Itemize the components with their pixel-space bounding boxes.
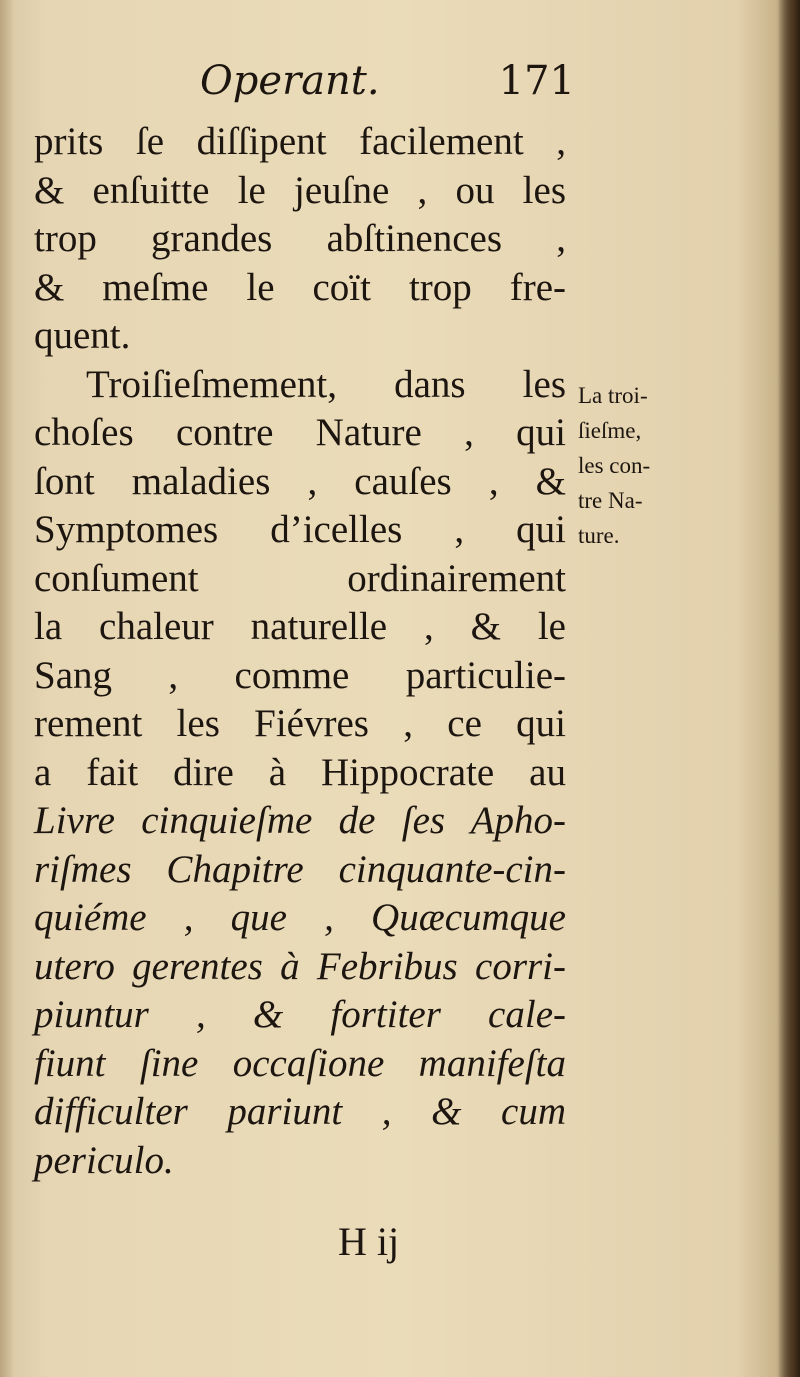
page-gutter bbox=[0, 0, 14, 1377]
text-line: quiéme , que , Quæcumque bbox=[34, 896, 566, 939]
running-head: Operant. bbox=[200, 58, 380, 104]
body-text bbox=[34, 118, 566, 1185]
margin-note-line: ture. bbox=[578, 523, 620, 548]
text-line: quent. bbox=[34, 314, 131, 357]
text-line: riſmes Chapitre cinquante-cin- bbox=[34, 847, 566, 891]
page-header bbox=[200, 58, 575, 114]
margin-note-line: La troi- bbox=[578, 383, 648, 408]
marginal-note bbox=[578, 378, 693, 553]
binding-edge bbox=[778, 0, 800, 1377]
text-line: periculo. bbox=[34, 1138, 174, 1182]
text-line: Sang , comme particulie- bbox=[34, 653, 566, 697]
text-line: Livre cinquieſme de ſes Apho- bbox=[34, 799, 566, 842]
text-line: choſes contre Nature , qui bbox=[34, 411, 566, 454]
margin-note-line: les con- bbox=[578, 453, 651, 478]
text-line: la chaleur naturelle , & le bbox=[34, 605, 566, 648]
text-line: prits ſe diſſipent facilement , bbox=[34, 120, 566, 163]
page-number: 171 bbox=[498, 58, 575, 104]
margin-note-line: ſieſme, bbox=[578, 418, 642, 443]
text-line: Symptomes d’icelles , qui bbox=[34, 508, 566, 551]
text-line: & meſme le coït trop fre- bbox=[34, 265, 566, 309]
text-line: & enſuitte le jeuſne , ou les bbox=[34, 168, 566, 212]
text-line: difficulter pariunt , & cum bbox=[34, 1090, 566, 1133]
text-line: fiunt ſine occaſione manifeſta bbox=[34, 1041, 566, 1085]
text-line: Troiſieſmement, dans les bbox=[86, 362, 566, 406]
signature-mark: H ij bbox=[338, 1219, 400, 1264]
text-line: rement les Fiévres , ce qui bbox=[34, 702, 566, 745]
text-line: ſont maladies , cauſes , & bbox=[34, 459, 566, 503]
text-line: trop grandes abſtinences , bbox=[34, 217, 566, 260]
text-line: piuntur , & fortiter cale- bbox=[34, 993, 566, 1036]
margin-note-line: tre Na- bbox=[578, 488, 643, 513]
text-line: a fait dire à Hippocrate au bbox=[34, 750, 566, 794]
text-line: conſument ordinairement bbox=[34, 556, 566, 600]
text-line: utero gerentes à Febribus corri- bbox=[34, 944, 566, 988]
